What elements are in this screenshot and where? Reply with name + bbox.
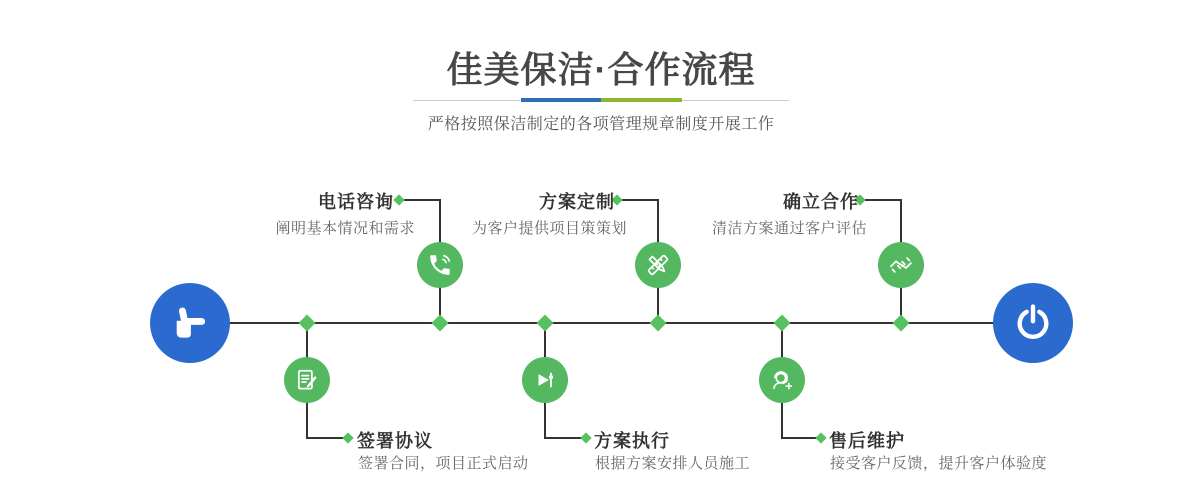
signed-document-icon [294, 367, 320, 393]
step-title-after-sales: 售后维护 [829, 431, 905, 451]
step-desc-after-sales: 接受客户反馈，提升客户体验度 [830, 455, 1048, 472]
label-diamond-marker [393, 194, 404, 205]
step-title-plan-execution: 方案执行 [594, 431, 670, 451]
step-title-plan-custom: 方案定制 [539, 192, 615, 212]
title-divider-green-segment [601, 98, 682, 102]
play-slider-icon [532, 367, 558, 393]
connector-line [544, 437, 582, 439]
timeline-diamond-marker [774, 315, 791, 332]
step-desc-establish-coop: 清洁方案通过客户评估 [711, 220, 867, 237]
flow-start-node [150, 283, 230, 363]
connector-line [781, 437, 817, 439]
pencil-ruler-icon [645, 252, 671, 278]
timeline-diamond-marker [432, 315, 449, 332]
timeline-diamond-marker [537, 315, 554, 332]
step-node-establish-coop [878, 242, 924, 288]
step-node-phone-consult [417, 242, 463, 288]
step-node-plan-execution [522, 357, 568, 403]
connector-line [404, 199, 441, 201]
handshake-icon [888, 252, 914, 278]
step-desc-sign-agreement: 签署合同，项目正式启动 [358, 455, 529, 472]
page-subtitle: 严格按照保洁制定的各项管理规章制度开展工作 [427, 116, 775, 133]
step-desc-phone-consult: 阐明基本情况和需求 [275, 220, 415, 237]
pointing-hand-icon [168, 301, 212, 345]
phone-icon [427, 252, 453, 278]
label-diamond-marker [815, 432, 826, 443]
connector-line [306, 437, 344, 439]
connector-line [622, 199, 659, 201]
timeline-diamond-marker [299, 315, 316, 332]
timeline-diamond-marker [650, 315, 667, 332]
step-title-establish-coop: 确立合作 [783, 192, 859, 212]
page-title: 佳美保洁·合作流程 [446, 49, 756, 90]
label-diamond-marker [342, 432, 353, 443]
step-node-after-sales [759, 357, 805, 403]
label-diamond-marker [580, 432, 591, 443]
step-desc-plan-custom: 为客户提供项目策策划 [471, 220, 627, 237]
power-icon [1012, 302, 1054, 344]
step-node-sign-agreement [284, 357, 330, 403]
timeline-diamond-marker [893, 315, 910, 332]
step-desc-plan-execution: 根据方案安排人员施工 [595, 455, 751, 472]
connector-line [865, 199, 902, 201]
flow-end-node [993, 283, 1073, 363]
step-title-sign-agreement: 签署协议 [357, 431, 433, 451]
title-divider-blue-segment [521, 98, 601, 102]
step-node-plan-custom [635, 242, 681, 288]
customer-service-icon [769, 367, 795, 393]
step-title-phone-consult: 电话咨询 [318, 192, 394, 212]
